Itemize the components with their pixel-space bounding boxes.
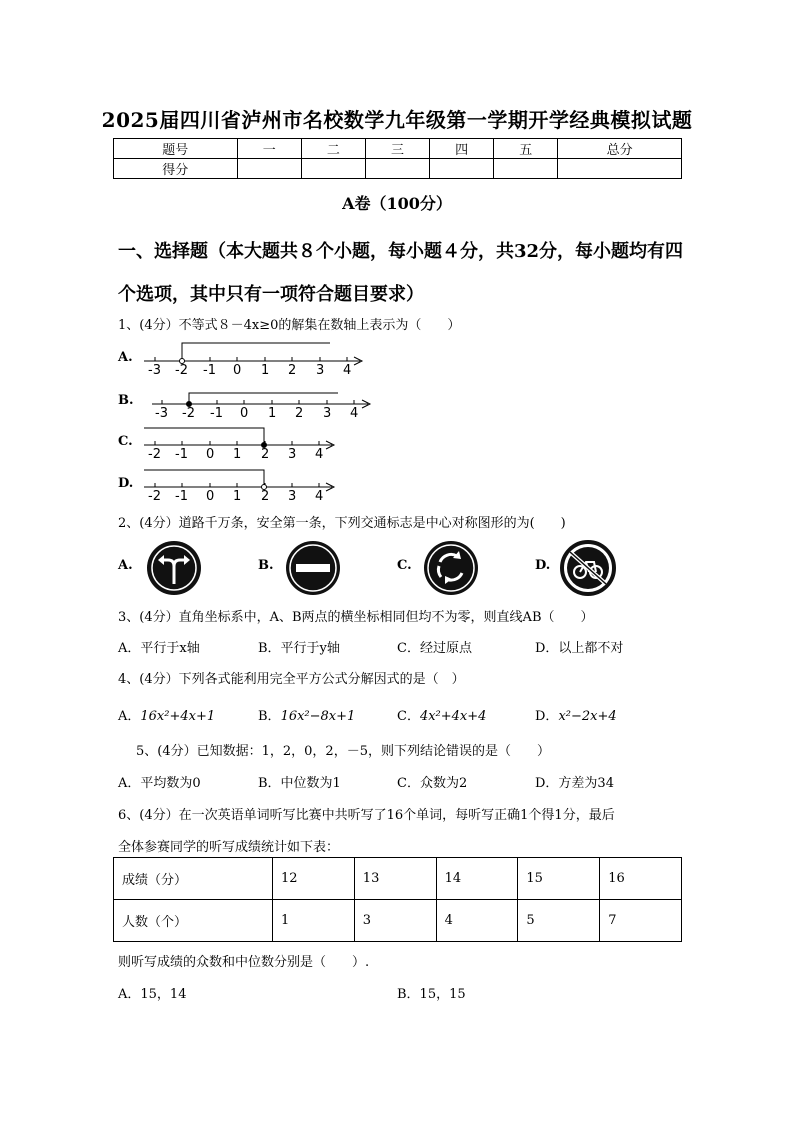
option-expression: 4x²+4x+4: [419, 709, 487, 724]
table-cell: 7: [600, 900, 682, 942]
q5-option-d[interactable]: D．方差为34: [535, 776, 614, 791]
exam-title: 2025届四川省泸州市名校数学九年级第一学期开学经典模拟试题: [101, 108, 693, 132]
tick-label: 0: [233, 363, 242, 378]
table-cell: 13: [354, 858, 436, 900]
table-cell: 14: [436, 858, 518, 900]
table-cell: 5: [518, 900, 600, 942]
option-label: A.: [118, 350, 133, 365]
score-header-cell: 五: [494, 139, 558, 159]
tick-label: 3: [288, 489, 297, 504]
score-input-cell[interactable]: [494, 159, 558, 179]
q1-option-a[interactable]: [118, 340, 378, 380]
q2-option-b-label[interactable]: B.: [258, 558, 274, 573]
score-table-header-row: [114, 139, 682, 159]
option-expression: 16x²−8x+1: [280, 709, 356, 724]
table-row: [114, 858, 682, 900]
tick-label: -2: [175, 363, 188, 378]
table-cell: 3: [354, 900, 436, 942]
tick-label: 4: [315, 489, 324, 504]
table-cell: 人数（个）: [114, 900, 273, 942]
score-input-cell[interactable]: [237, 159, 301, 179]
q6-stem-line2: 全体参赛同学的听写成绩统计如下表：: [118, 840, 340, 855]
score-input-cell[interactable]: [430, 159, 494, 179]
q3-stem: 3、(4分）直角坐标系中，A、B两点的横坐标相同但均不为零，则直线AB（ ）: [118, 610, 594, 625]
tick-label: -1: [175, 489, 188, 504]
option-label: D．: [535, 709, 559, 724]
solution-bracket: [189, 393, 338, 404]
option-label: B．: [258, 709, 281, 724]
table-cell: 1: [273, 900, 355, 942]
q6-followup: 则听写成绩的众数和中位数分别是（ ）.: [118, 955, 370, 970]
tick-label: 0: [240, 406, 249, 421]
score-header-cell: 题号: [114, 139, 238, 159]
score-table-score-row: [114, 159, 682, 179]
q6-option-b[interactable]: B．15，15: [397, 987, 466, 1002]
score-header-cell: 三: [365, 139, 429, 159]
score-row-label: 得分: [114, 159, 238, 179]
no-entry-sign-icon[interactable]: [285, 540, 341, 596]
option-expression: 16x²+4x+1: [140, 709, 216, 724]
q3-option-c[interactable]: C．经过原点: [397, 641, 472, 656]
solution-bracket: [182, 343, 330, 361]
roundabout-sign-icon[interactable]: [423, 540, 479, 596]
q1-option-d[interactable]: [118, 466, 348, 506]
q4-option-c[interactable]: [397, 705, 486, 724]
q5-option-a[interactable]: A．平均数为0: [118, 776, 201, 791]
section-a-heading: A卷（100分）: [342, 194, 452, 213]
q6-option-a[interactable]: A．15，14: [118, 987, 187, 1002]
tick-label: 2: [288, 363, 297, 378]
option-expression: x²−2x+4: [558, 709, 617, 724]
tick-label: 2: [295, 406, 304, 421]
q4-option-a[interactable]: [118, 705, 215, 724]
option-label: D.: [118, 476, 134, 491]
table-row: [114, 900, 682, 942]
table-cell: 4: [436, 900, 518, 942]
score-header-cell: 总分: [558, 139, 682, 159]
score-input-cell[interactable]: [301, 159, 365, 179]
tick-label: -3: [155, 406, 168, 421]
tick-label: -2: [148, 447, 161, 462]
q1-option-c[interactable]: [118, 424, 348, 464]
table-cell: 成绩（分）: [114, 858, 273, 900]
q3-option-d[interactable]: D．以上都不对: [535, 641, 624, 656]
section1-heading: 一、选择题（本大题共８个小题，每小题４分，共32分，每小题均有四个选项，其中只有一项符合题目要求）: [118, 241, 684, 305]
option-label: A．: [118, 709, 141, 724]
q3-option-a[interactable]: A．平行于x轴: [118, 641, 200, 656]
tick-label: -3: [148, 363, 161, 378]
q6-stem-line1: 6、(4分）在一次英语单词听写比赛中共听写了16个单词，每听写正确1个得1分，最后: [118, 808, 615, 823]
q2-option-a-label[interactable]: A.: [118, 558, 133, 573]
q3-option-b[interactable]: B．平行于y轴: [258, 641, 340, 656]
q4-stem: 4、(4分）下列各式能利用完全平方公式分解因式的是（ ）: [118, 672, 465, 687]
q5-option-b[interactable]: B．中位数为1: [258, 776, 341, 791]
option-label: C.: [118, 434, 133, 449]
q2-option-d-label[interactable]: D.: [535, 558, 551, 573]
q5-option-c[interactable]: C．众数为2: [397, 776, 468, 791]
score-header-cell: 二: [301, 139, 365, 159]
q1-option-b[interactable]: [118, 383, 378, 423]
score-input-cell[interactable]: [558, 159, 682, 179]
q2-stem: 2、(4分）道路千万条，安全第一条，下列交通标志是中心对称图形的为( ): [118, 516, 566, 531]
tick-label: -1: [210, 406, 223, 421]
solution-bracket: [144, 428, 264, 445]
q1-stem: 1、(4分）不等式８－4x≥0的解集在数轴上表示为（ ）: [118, 318, 461, 333]
tick-label: 0: [206, 447, 215, 462]
no-bicycles-sign-icon[interactable]: [560, 540, 616, 596]
tick-label: 4: [315, 447, 324, 462]
score-input-cell[interactable]: [365, 159, 429, 179]
number-line-ticks: [155, 441, 319, 445]
tick-label: 1: [268, 406, 277, 421]
tick-label: 2: [261, 489, 270, 504]
option-label: C．: [397, 709, 420, 724]
turn-left-right-sign-icon[interactable]: [146, 540, 202, 596]
tick-label: 2: [261, 447, 270, 462]
score-table: [113, 138, 682, 179]
tick-label: 3: [316, 363, 325, 378]
tick-label: 3: [323, 406, 332, 421]
table-cell: 12: [273, 858, 355, 900]
option-label: B.: [118, 393, 134, 408]
tick-label: 1: [233, 447, 242, 462]
q2-option-c-label[interactable]: C.: [397, 558, 412, 573]
tick-label: -1: [203, 363, 216, 378]
q4-option-b[interactable]: [258, 705, 355, 724]
tick-label: -1: [175, 447, 188, 462]
q5-stem: 5、(4分）已知数据：1，2，0，2，－5，则下列结论错误的是（ ）: [136, 744, 550, 759]
tick-label: 4: [343, 363, 352, 378]
score-header-cell: 一: [237, 139, 301, 159]
tick-label: 4: [350, 406, 359, 421]
tick-label: 3: [288, 447, 297, 462]
solution-bracket: [144, 470, 264, 487]
q6-score-distribution-table: [113, 857, 682, 942]
tick-label: -2: [148, 489, 161, 504]
tick-label: 1: [261, 363, 270, 378]
table-cell: 15: [518, 858, 600, 900]
table-cell: 16: [600, 858, 682, 900]
score-header-cell: 四: [430, 139, 494, 159]
tick-label: 0: [206, 489, 215, 504]
number-line-ticks: [155, 483, 319, 487]
tick-label: -2: [182, 406, 195, 421]
tick-label: 1: [233, 489, 242, 504]
q4-option-d[interactable]: [535, 705, 617, 724]
